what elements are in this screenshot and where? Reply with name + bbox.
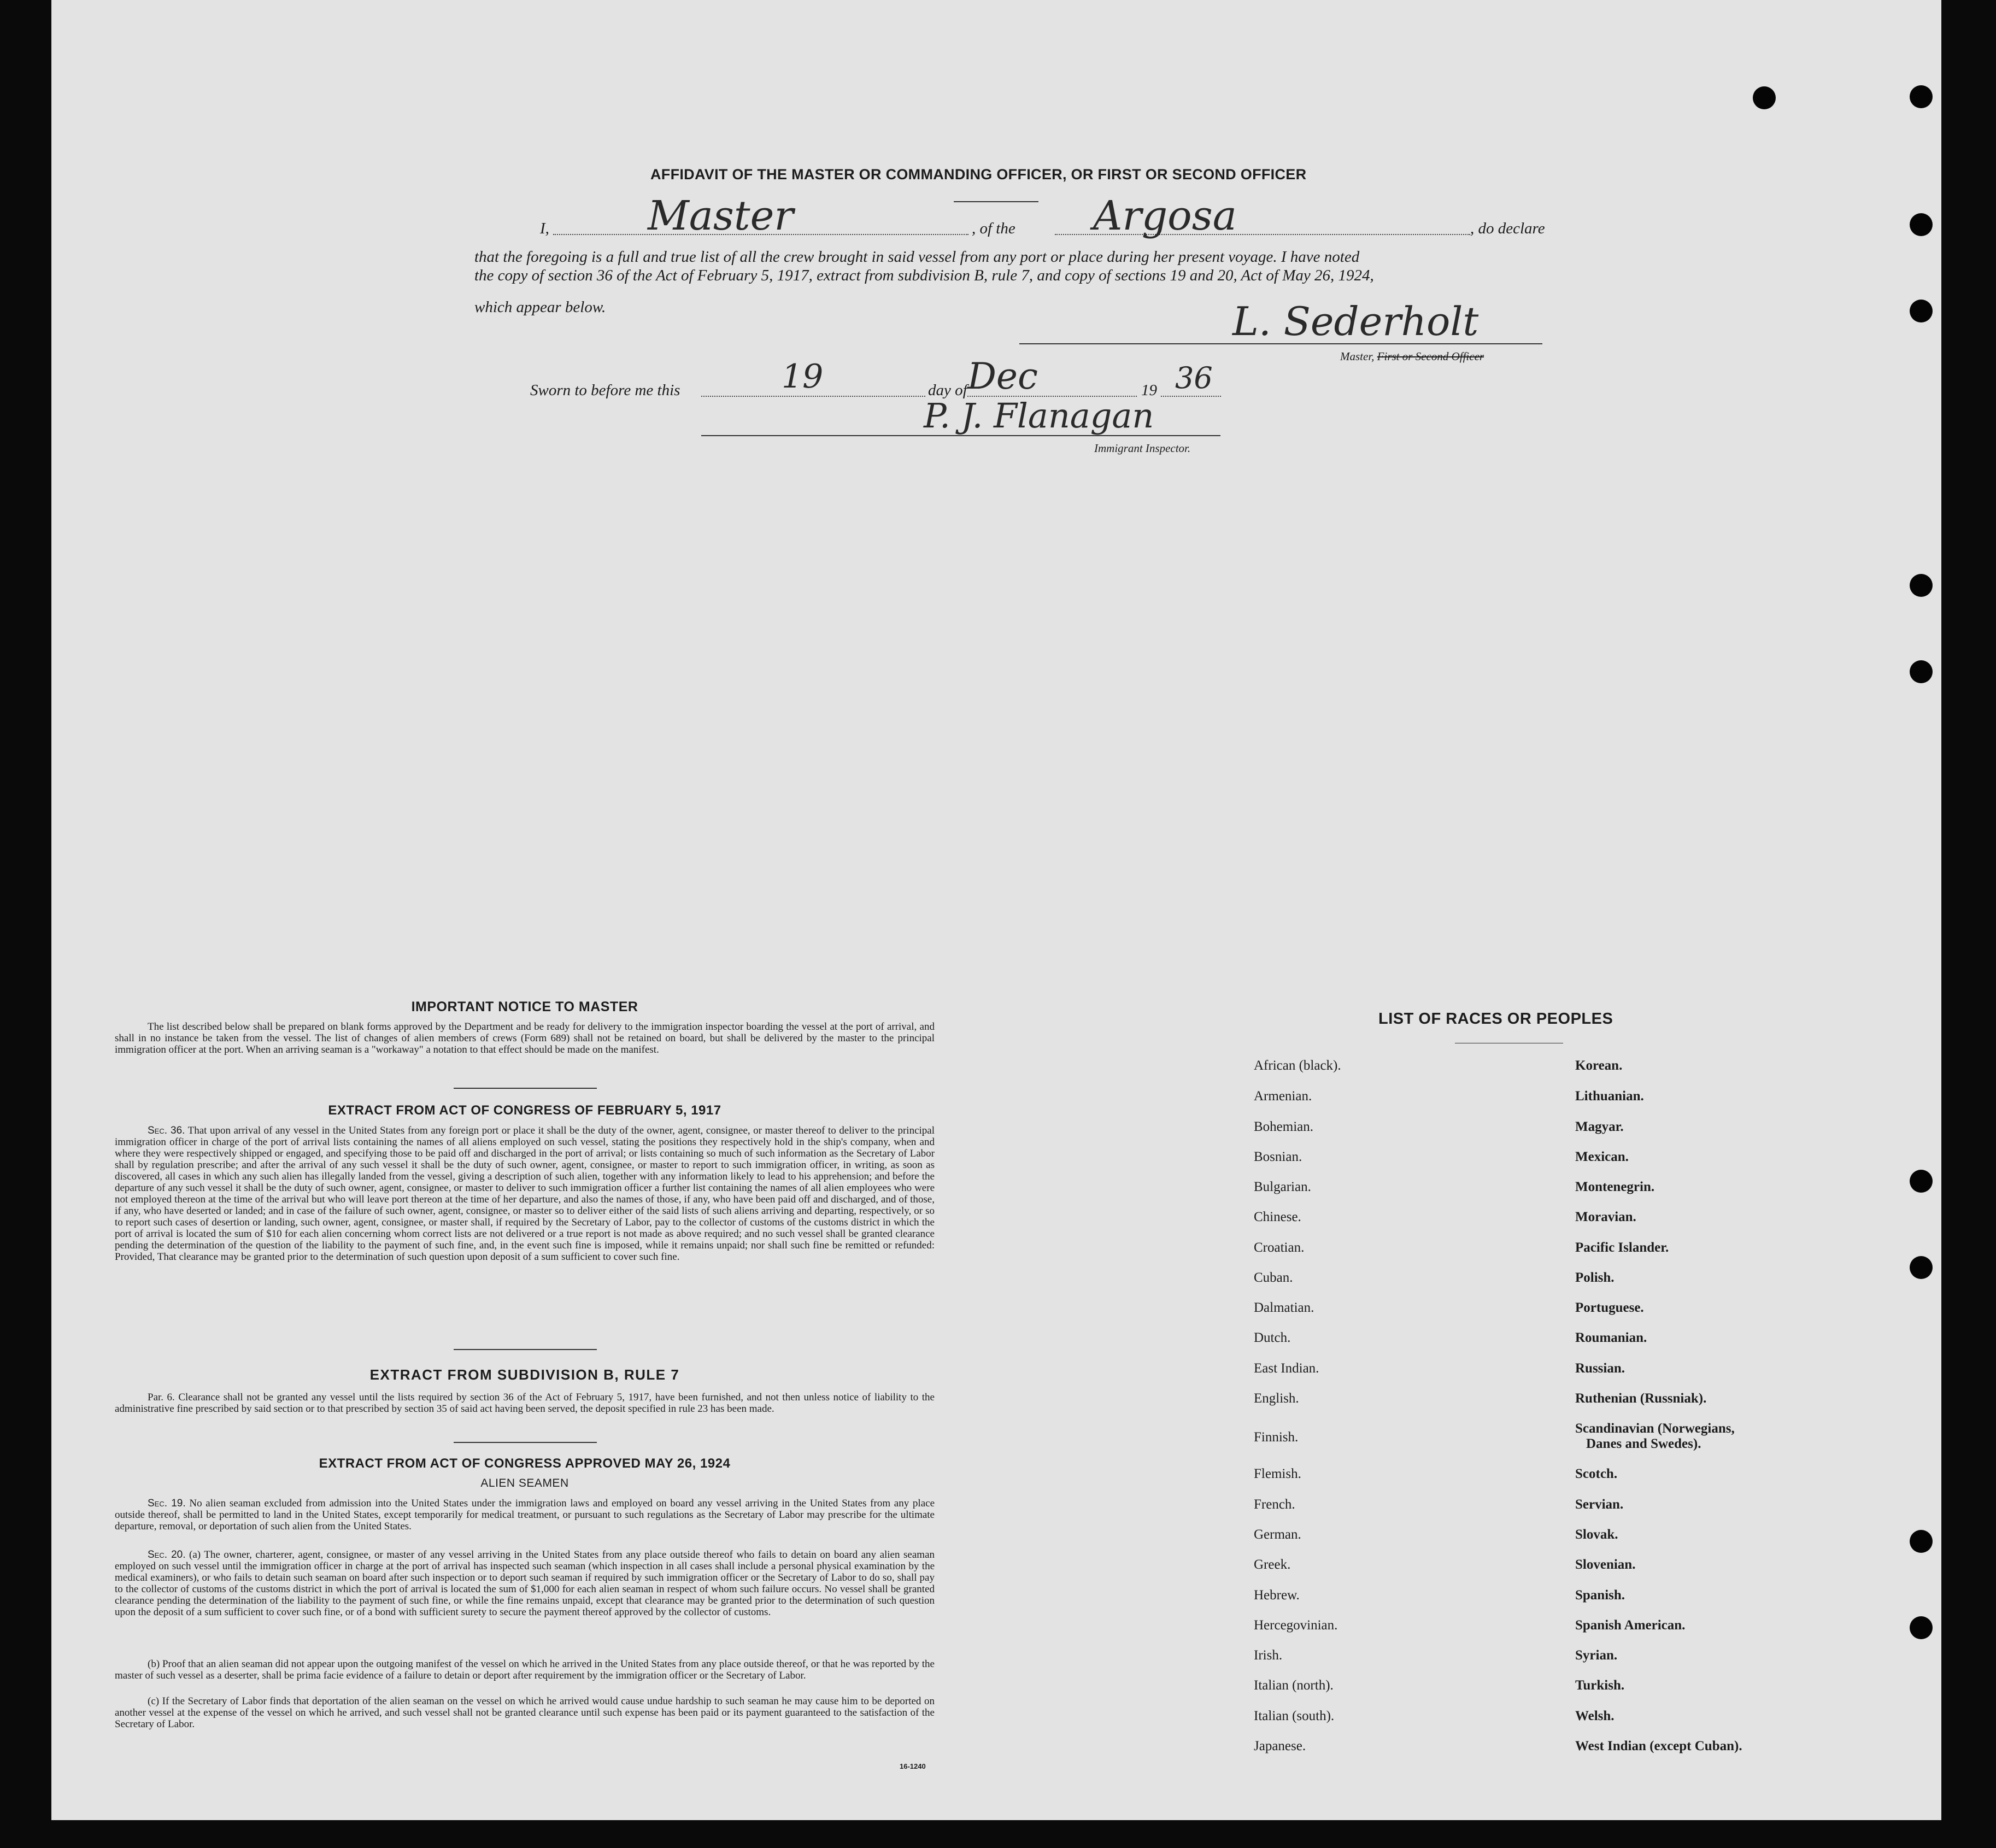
race-item: Chinese. <box>1254 1210 1301 1224</box>
race-item: Cuban. <box>1254 1270 1293 1285</box>
race-item: Korean. <box>1575 1058 1623 1073</box>
master-name-handwritten: Master <box>648 192 794 239</box>
sworn-label: Sworn to before me this <box>530 382 680 399</box>
race-item: Magyar. <box>1575 1119 1624 1134</box>
race-item: Hercegovinian. <box>1254 1618 1338 1633</box>
punch-hole <box>1753 86 1776 109</box>
race-item: Servian. <box>1575 1497 1624 1512</box>
affidavit-statement-line-2: the copy of section 36 of the Act of February 5, 1917, extract from subdivision B, rule 7, and copy of sections 19 and 20, Act of May 26, 1924, <box>474 267 1374 284</box>
master-signature: L. Sederholt <box>1232 298 1479 344</box>
race-item: Croatian. <box>1254 1240 1305 1255</box>
race-item: Dalmatian. <box>1254 1300 1314 1315</box>
race-item: Bohemian. <box>1254 1119 1314 1134</box>
title-rule <box>954 201 1038 202</box>
race-item: Pacific Islander. <box>1575 1240 1669 1255</box>
races-title: LIST OF RACES OR PEOPLES <box>1378 1010 1613 1028</box>
race-item: Scotch. <box>1575 1466 1618 1481</box>
notice-text: The list described below shall be prepared on blank forms approved by the Department and be ready for delivery to the immigration inspector boarding the vessel at the port of arrival, and shall in no instance be taken from the vessel. The list of changes of alien members of crews (Form 689) shall not be retained on board, but shall be delivered by the master to the principal immigration officer at the port. When an arriving seaman is a "workaway" a notation to that effect should be made on the manifest. <box>115 1021 935 1055</box>
extract-1917-title: EXTRACT FROM ACT OF CONGRESS OF FEBRUARY 5, 1917 <box>328 1103 721 1118</box>
race-item: Slovak. <box>1575 1527 1618 1542</box>
race-item: Greek. <box>1254 1557 1291 1572</box>
sworn-day-handwritten: 19 <box>782 357 824 396</box>
extract-1924-sec20-label: Sec. 20. <box>148 1549 186 1560</box>
year-suffix-handwritten: 36 <box>1175 361 1213 395</box>
race-item: German. <box>1254 1527 1301 1542</box>
notice-title: IMPORTANT NOTICE TO MASTER <box>411 999 638 1014</box>
race-item: Lithuanian. <box>1575 1089 1644 1104</box>
extract-1924-sec19 <box>115 1498 935 1532</box>
race-item: Roumanian. <box>1575 1330 1647 1345</box>
master-caption-master: Master, <box>1340 350 1375 363</box>
race-item: Dutch. <box>1254 1330 1291 1345</box>
i-label: I, <box>540 220 549 237</box>
punch-hole <box>1910 300 1933 322</box>
extract-rule7-text: Par. 6. Clearance shall not be granted any vessel until the lists required by section 36 of the Act of February 5, 1917, have been furnished, and not then unless notice of liability to the administrative fine prescribed by said section or to that prescribed by section 35 of said act having been served, the deposit specified in rule 23 has been made. <box>115 1392 935 1415</box>
extract-1917-text <box>115 1125 935 1263</box>
race-item: French. <box>1254 1497 1295 1512</box>
race-item: Syrian. <box>1575 1648 1618 1663</box>
extract-1924-sec19-body: No alien seaman excluded from admission into the United States under the immigration laws and employed on board any vessel arriving in the United States from any place outside thereof, shall be permitted to land in the United States, except temporarily for medical treatment, or pursuant to such regulations as the Secretary of Labor may prescribe for the ultimate departure, removal, or deportation of such alien from the United States. <box>115 1498 935 1532</box>
race-item: Turkish. <box>1575 1678 1625 1693</box>
master-caption <box>1340 350 1484 363</box>
extract-1924-sec20a <box>115 1549 935 1618</box>
race-item: Irish. <box>1254 1648 1283 1663</box>
form-number: 16-1240 <box>900 1762 926 1770</box>
punch-hole <box>1910 1616 1933 1639</box>
punch-hole <box>1910 1530 1933 1553</box>
race-item: Welsh. <box>1575 1709 1615 1723</box>
race-item: Armenian. <box>1254 1089 1312 1104</box>
extract-1924-title: EXTRACT FROM ACT OF CONGRESS APPROVED MAY 26, 1924 <box>319 1456 731 1471</box>
year-prefix: 19 <box>1141 382 1157 399</box>
race-item: Mexican. <box>1575 1149 1629 1164</box>
punch-hole <box>1910 85 1933 108</box>
sworn-month-handwritten: Dec <box>967 355 1038 397</box>
race-item: Danes and Swedes). <box>1586 1436 1701 1451</box>
of-the-label: , of the <box>972 220 1015 237</box>
race-item: Ruthenian (Russniak). <box>1575 1391 1707 1406</box>
inspector-caption: Immigrant Inspector. <box>1094 442 1191 455</box>
affidavit-title: AFFIDAVIT OF THE MASTER OR COMMANDING OFFICER, OR FIRST OR SECOND OFFICER <box>650 166 1307 183</box>
race-item: English. <box>1254 1391 1299 1406</box>
punch-hole <box>1910 213 1933 236</box>
extract-1917-sec-label: Sec. 36. <box>148 1125 185 1136</box>
extract-rule7-title: EXTRACT FROM SUBDIVISION B, RULE 7 <box>369 1366 680 1383</box>
day-of-label: day of <box>928 382 967 399</box>
extract-1924-sec20b: (b) Proof that an alien seaman did not appear upon the outgoing manifest of the vessel on which he arrived in the United States from any place outside thereof, or that he was reported by the master of such vessel as a deserter, shall be prima facie evidence of a failure to detain or deport after requirement by the immigration officer or the Secretary of Labor. <box>115 1658 935 1681</box>
vessel-name-handwritten: Argosa <box>1093 192 1237 239</box>
race-item: Italian (south). <box>1254 1709 1335 1723</box>
extract-rule7-rule <box>454 1442 597 1443</box>
extract-1917-body: That upon arrival of any vessel in the United States from any foreign port or place it shall be the duty of the owner, agent, consignee, or master thereof to deliver to the principal immigration officer in charge of the port of arrival lists containing the names of all aliens employed on such vessel, stating the positions they respectively hold in the ship's company, when and where they were respectively shipped or engaged, and specifying those to be paid off and discharged in the port of arrival; or lists containing so much of such information as the Secretary of Labor shall by regulation prescribe; and after the arrival of any such vessel it shall be the duty of such owner, agent, consignee, or master to report to such immigration officer, in writing, as soon as discovered, all cases in which any such alien has illegally landed from the vessel, giving a description of such alien, together with any information likely to lead to his apprehension; and before the departure of any such vessel it shall be the duty of such owner, agent, consignee, or master to deliver to such immigration officer a further list containing the names of all alien employees who were not employed thereon at the time of the arrival but who will leave port thereon at the time of her departure, and also the names of those, if any, who have been paid off and discharged, and of those, if any, who have deserted or landed; and in case of the failure of such owner, agent, consignee, or master so to deliver either of the said lists of such aliens arriving and departing, respectively, or so to report such cases of desertion or landing, such owner, agent, consignee, or master shall, if required by the Secretary of Labor, pay to the collector of customs of the customs district in which the port of arrival is located the sum of $10 for each alien concerning whom correct lists are not delivered or a true report is not made as above required; and no such vessel shall be granted clearance pending the determination of the question of the liability to the payment of such fine, and, in the event such fine is imposed, while it remains unpaid; nor shall such fine be remitted or refunded: Provided, That clearance may be granted prior to the determination of such question upon deposit of a sum sufficient to cover such fine. <box>115 1125 935 1263</box>
race-item: Montenegrin. <box>1575 1180 1655 1194</box>
year-line <box>1161 396 1221 397</box>
extract-1924-sec20c: (c) If the Secretary of Labor finds that deportation of the alien seaman on the vessel on which he arrived would cause undue hardship to such seaman he may cause him to be deported on another vessel at the expense of the vessel on which he arrived, and such vessel shall not be granted clearance until such expense has been paid or its payment guaranteed to the satisfaction of the Secretary of Labor. <box>115 1696 935 1730</box>
race-item: Portuguese. <box>1575 1300 1644 1315</box>
race-item: Spanish. <box>1575 1588 1625 1603</box>
race-item: African (black). <box>1254 1058 1341 1073</box>
race-item: Bosnian. <box>1254 1149 1302 1164</box>
notice-rule <box>454 1088 597 1089</box>
race-item: Scandinavian (Norwegians, <box>1575 1421 1735 1436</box>
master-caption-struck: First or Second Officer <box>1377 350 1484 363</box>
affidavit-statement-line-1: that the foregoing is a full and true list of all the crew brought in said vessel from any port or place during her present voyage. I have noted <box>474 248 1360 266</box>
punch-hole <box>1910 660 1933 683</box>
race-item: Slovenian. <box>1575 1557 1636 1572</box>
extract-1924-sec19-label: Sec. 19. <box>148 1498 186 1509</box>
race-item: Finnish. <box>1254 1430 1299 1445</box>
extract-1924-subtitle: ALIEN SEAMEN <box>480 1477 569 1489</box>
race-item: Spanish American. <box>1575 1618 1686 1633</box>
race-item: Moravian. <box>1575 1210 1636 1224</box>
race-item: Russian. <box>1575 1361 1625 1376</box>
extract-1917-rule <box>454 1349 597 1350</box>
race-item: Italian (north). <box>1254 1678 1334 1693</box>
race-item: Flemish. <box>1254 1466 1301 1481</box>
punch-hole <box>1910 1256 1933 1279</box>
race-item: Hebrew. <box>1254 1588 1300 1603</box>
punch-hole <box>1910 1170 1933 1193</box>
race-item: Bulgarian. <box>1254 1180 1311 1194</box>
affidavit-statement-line-3: which appear below. <box>474 298 606 316</box>
day-line <box>701 396 925 397</box>
race-item: Polish. <box>1575 1270 1615 1285</box>
race-item: Japanese. <box>1254 1739 1306 1753</box>
race-item: East Indian. <box>1254 1361 1319 1376</box>
race-item: West Indian (except Cuban). <box>1575 1739 1742 1753</box>
inspector-signature: P. J. Flanagan <box>924 396 1154 436</box>
do-declare-label: , do declare <box>1470 220 1545 237</box>
punch-hole <box>1910 574 1933 597</box>
extract-1924-sec20a-body: (a) The owner, charterer, agent, consignee, or master of any vessel arriving in the United States from any place outside thereof who fails to detain on board any alien seaman employed on such vessel until the immigration officer in charge at the port of arrival has inspected such seaman (which inspection in all cases shall include a personal physical examination by the medical examiners), or who fails to detain such seaman on board after such inspection or to deport such seaman if required by such immigration officer or the Secretary of Labor to do so, shall pay to the collector of customs of the customs district in which the port of arrival is located the sum of $1,000 for each alien seaman in respect of whom such failure occurs. No vessel shall be granted clearance pending the determination of the liability to the payment of such fine, or while the fine remains unpaid, except that clearance may be granted prior to the determination of such question upon the deposit of a sum sufficient to cover such fine, or of a bond with sufficient surety to secure the payment thereof approved by the collector of customs. <box>115 1549 935 1618</box>
